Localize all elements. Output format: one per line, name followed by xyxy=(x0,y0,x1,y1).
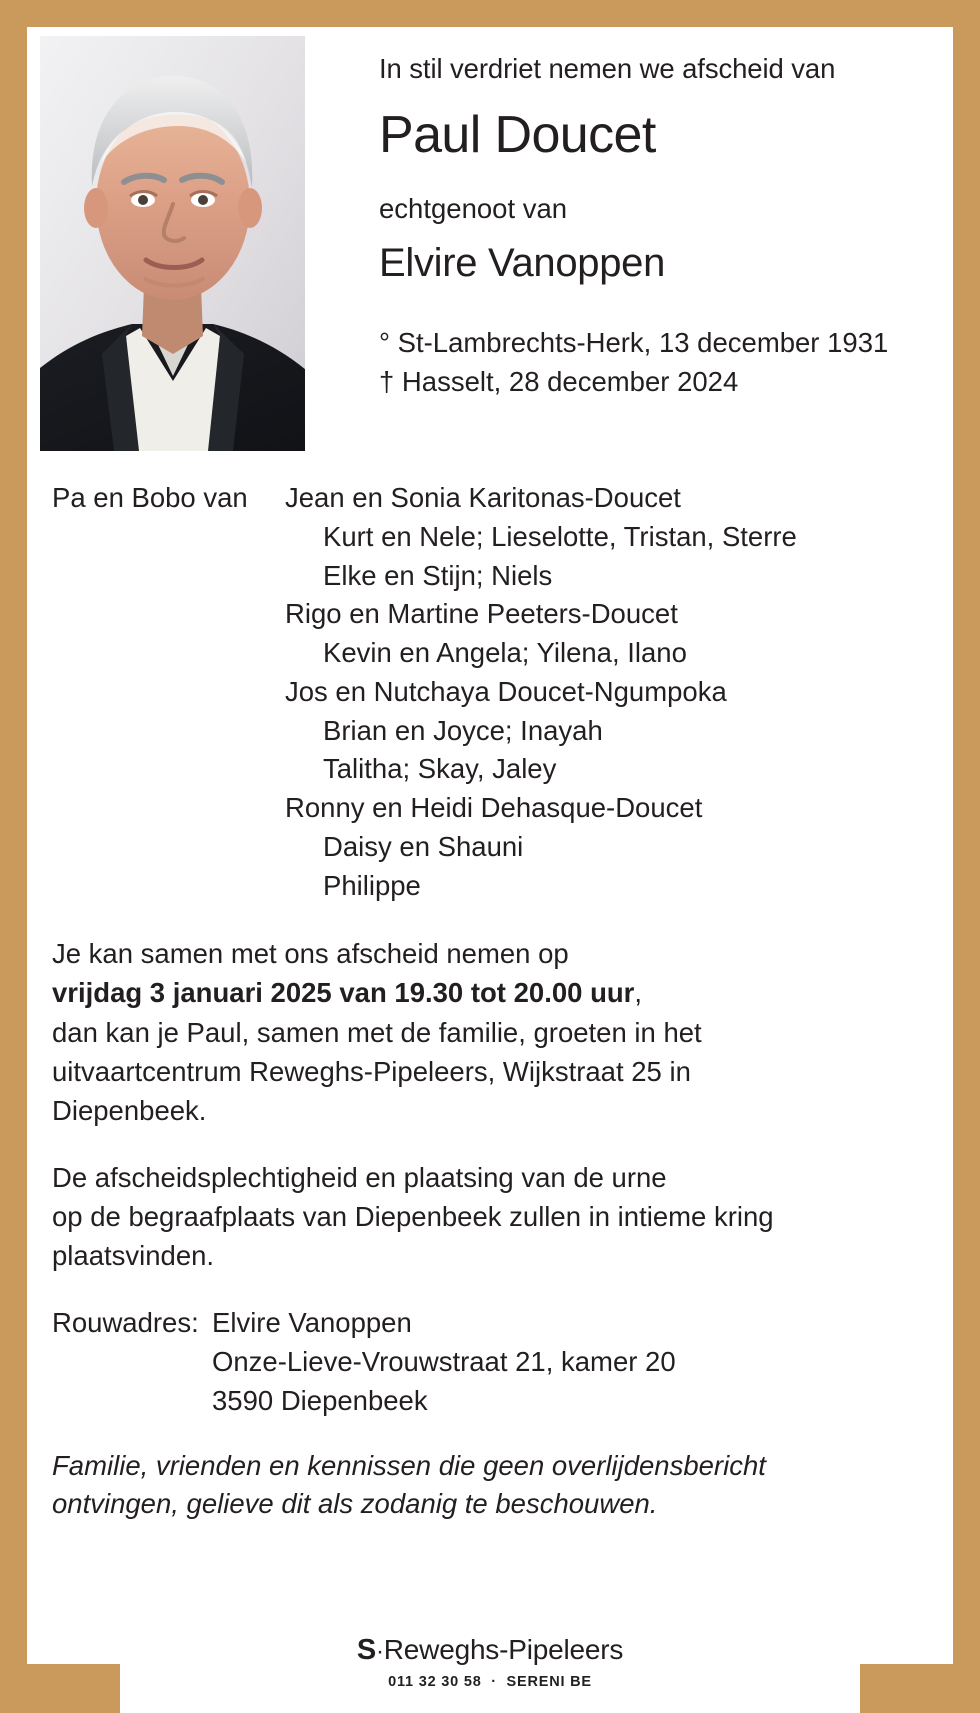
body-section xyxy=(52,934,932,1523)
address-line: Onze-Lieve-Vrouwstraat 21, kamer 20 xyxy=(212,1345,676,1377)
family-child: Daisy en Shauni xyxy=(323,830,524,862)
family-child: Brian en Joyce; Inayah xyxy=(323,714,603,746)
farewell-comma: , xyxy=(634,977,643,1009)
ceremony-line-2: op de begraafplaats van Diepenbeek zullen in intieme kring xyxy=(52,1200,774,1232)
farewell-bold-line xyxy=(52,973,932,1012)
mourning-address xyxy=(52,1303,932,1421)
sereni-s-icon: S xyxy=(356,1634,376,1666)
birth-line: ° St-Lambrechts-Herk, 13 december 1931 xyxy=(379,326,889,358)
notice-line-2: ontvingen, gelieve dit als zodanig te beschouwen. xyxy=(52,1488,658,1520)
footer-contact xyxy=(0,1674,980,1690)
family-child: Kevin en Angela; Yilena, Ilano xyxy=(323,637,687,669)
farewell-line-5: Diepenbeek. xyxy=(52,1095,207,1127)
family-names xyxy=(285,479,932,905)
address-line: Elvire Vanoppen xyxy=(212,1306,412,1338)
death-line: † Hasselt, 28 december 2024 xyxy=(379,365,739,397)
deceased-name: Paul Doucet xyxy=(379,106,656,164)
family-section xyxy=(52,479,932,905)
family-parent: Jos en Nutchaya Doucet-Ngumpoka xyxy=(285,675,727,707)
intro-line: In stil verdriet nemen we afscheid van xyxy=(379,53,836,84)
relation-line: echtgenoot van xyxy=(379,192,568,224)
header-section xyxy=(27,27,953,459)
funeral-home-logo xyxy=(0,1634,980,1667)
brand-name: Reweghs-Pipeleers xyxy=(383,1634,624,1665)
farewell-line-3: dan kan je Paul, samen met de familie, groeten in het xyxy=(52,1016,702,1048)
ceremony-line-3: plaatsvinden. xyxy=(52,1240,215,1272)
family-child: Kurt en Nele; Lieselotte, Tristan, Sterre xyxy=(323,520,797,552)
spouse-name: Elvire Vanoppen xyxy=(379,240,666,285)
card-sheet xyxy=(27,27,953,1664)
address-line: 3590 Diepenbeek xyxy=(212,1385,428,1417)
portrait-photo xyxy=(40,36,305,451)
family-label: Pa en Bobo van xyxy=(52,482,248,513)
family-parent: Rigo en Martine Peeters-Doucet xyxy=(285,598,678,630)
address-label: Rouwadres: xyxy=(52,1306,199,1338)
family-child: Talitha; Skay, Jaley xyxy=(323,753,557,785)
farewell-line-1: Je kan samen met ons afscheid nemen op xyxy=(52,938,569,969)
header-text-block xyxy=(379,53,939,401)
ceremony-line-1: De afscheidsplechtigheid en plaatsing van de urne xyxy=(52,1161,667,1193)
farewell-line-4: uitvaartcentrum Reweghs-Pipeleers, Wijkstraat 25 in xyxy=(52,1055,691,1087)
address-lines xyxy=(212,1303,932,1421)
footer-section xyxy=(0,1634,980,1690)
brand-separator-dot: · xyxy=(375,1638,384,1665)
family-parent: Jean en Sonia Karitonas-Doucet xyxy=(285,482,681,513)
family-parent: Ronny en Heidi Dehasque-Doucet xyxy=(285,792,703,824)
phone-number: 011 32 30 58 xyxy=(388,1674,482,1690)
ceremony-paragraph xyxy=(52,1158,932,1276)
notice-paragraph xyxy=(52,1447,932,1523)
family-child: Elke en Stijn; Niels xyxy=(323,559,553,591)
portrait-illustration xyxy=(40,36,305,451)
farewell-datetime: vrijdag 3 januari 2025 van 19.30 tot 20.00 uur xyxy=(52,977,635,1009)
farewell-paragraph xyxy=(52,934,932,1131)
dates-block xyxy=(379,323,939,401)
network-name: SERENI BE xyxy=(506,1674,592,1690)
family-row xyxy=(52,479,932,905)
meta-separator-dot: · xyxy=(491,1674,497,1690)
notice-line-1: Familie, vrienden en kennissen die geen overlijdensbericht xyxy=(52,1450,766,1482)
family-child: Philippe xyxy=(323,869,421,901)
